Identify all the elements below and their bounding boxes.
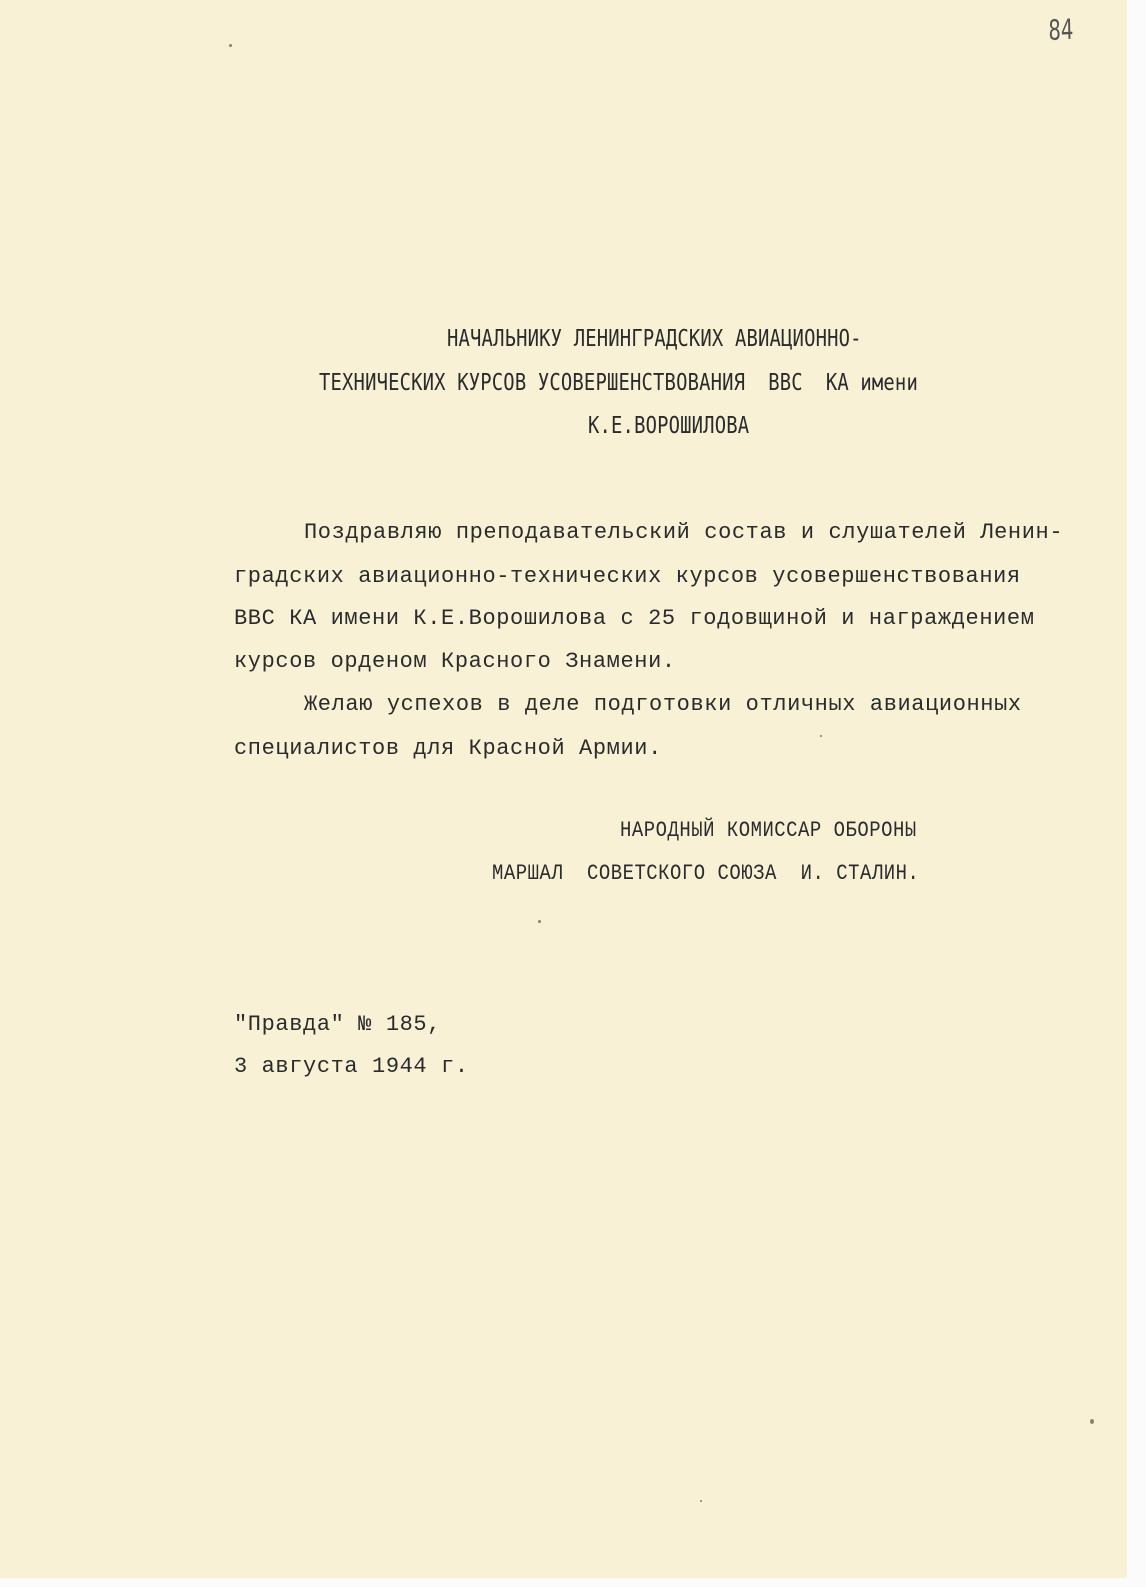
addressee-line-1: НАЧАЛЬНИКУ ЛЕНИНГРАДСКИХ АВИАЦИОННО- xyxy=(447,326,862,352)
source-newspaper: "Правда" № 185, xyxy=(234,1012,442,1037)
body-line-4: курсов орденом Красного Знамени. xyxy=(234,649,676,674)
scan-margin-bottom xyxy=(0,1578,1146,1587)
body-line-2: градских авиационно-технических курсов усовершенствования xyxy=(234,564,1021,589)
scan-margin-right xyxy=(1127,0,1146,1587)
body-line-6: специалистов для Красной Армии. xyxy=(234,736,662,761)
source-date: 3 августа 1944 г. xyxy=(234,1054,469,1079)
signature-name: МАРШАЛ СОВЕТСКОГО СОЮЗА И. СТАЛИН. xyxy=(492,861,920,886)
paper-speck xyxy=(820,735,822,737)
paper-speck xyxy=(1090,1419,1094,1424)
addressee-line-3: К.Е.ВОРОШИЛОВА xyxy=(588,413,750,439)
addressee-line-2: ТЕХНИЧЕСКИХ КУРСОВ УСОВЕРШЕНСТВОВАНИЯ ВВС КА имени xyxy=(319,370,918,396)
body-line-3: ВВС КА имени К.Е.Ворошилова с 25 годовщиной и награждением xyxy=(234,606,1035,631)
signature-title: НАРОДНЫЙ КОМИССАР ОБОРОНЫ xyxy=(620,818,917,843)
body-line-1: Поздравляю преподавательский состав и слушателей Ленин- xyxy=(304,520,1064,545)
paper-speck xyxy=(538,920,541,923)
folio-number: 84 xyxy=(1048,12,1074,47)
body-line-5: Желаю успехов в деле подготовки отличных авиационных xyxy=(304,692,1022,717)
paper-speck xyxy=(700,1500,702,1502)
paper-speck xyxy=(229,44,232,47)
